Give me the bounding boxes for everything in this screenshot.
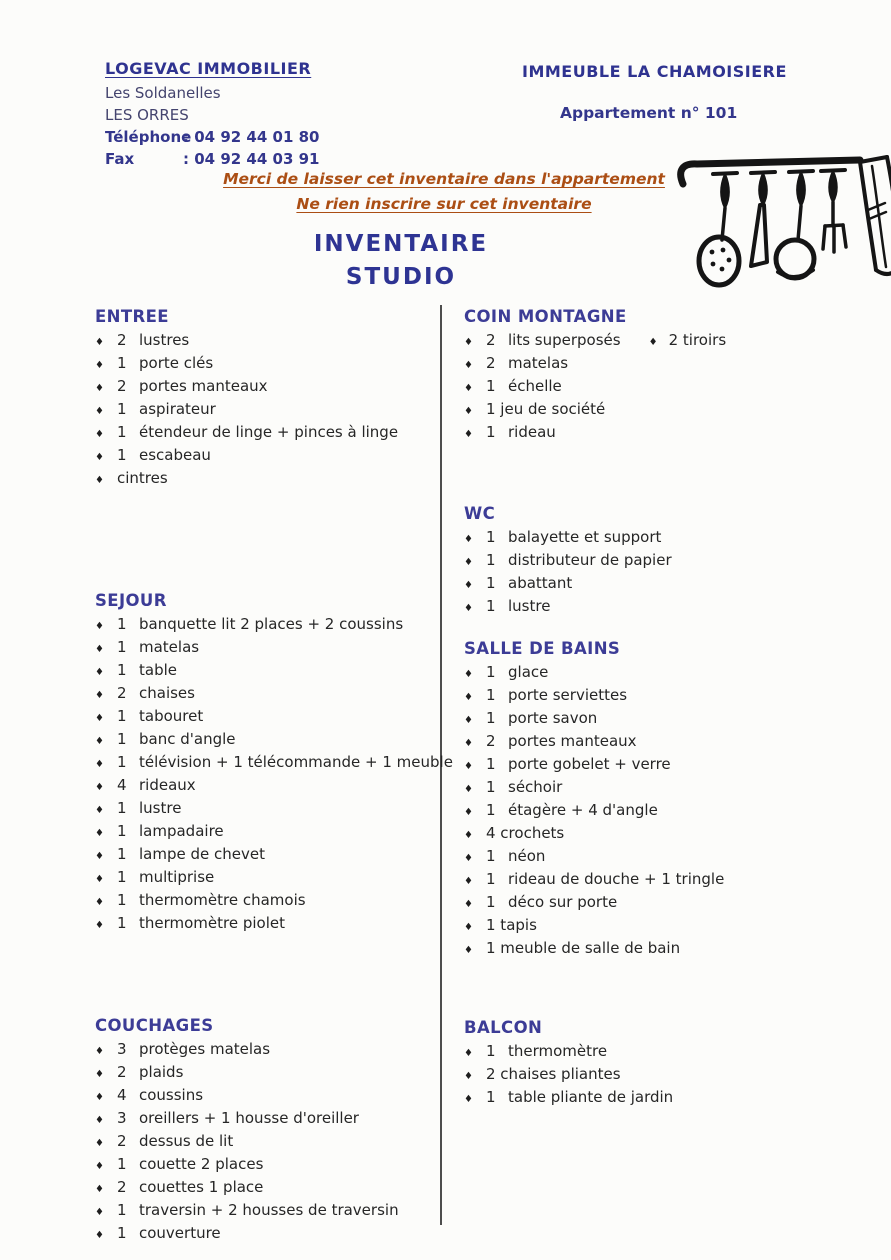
section-coin-montagne — [464, 306, 874, 445]
bullet-icon: ♦ — [464, 534, 473, 545]
title-line1: INVENTAIRE — [313, 231, 489, 257]
item-text: 1 tapis — [486, 916, 537, 934]
item-text: étagère + 4 d'angle — [508, 801, 658, 819]
item-qty: 1 — [486, 663, 496, 681]
bullet-icon: ♦ — [464, 945, 473, 956]
fax-value: : 04 92 44 03 91 — [183, 150, 320, 168]
inventory-item — [95, 637, 435, 660]
bullet-icon: ♦ — [464, 406, 473, 417]
inventory-item — [95, 1154, 435, 1177]
item-text: portes manteaux — [139, 377, 268, 395]
item-qty: 4 — [117, 1086, 127, 1104]
bullet-icon: ♦ — [95, 828, 104, 839]
bullet-icon: ♦ — [464, 876, 473, 887]
section-title-coin-montagne: COIN MONTAGNE — [464, 307, 627, 326]
bullet-icon: ♦ — [95, 337, 104, 348]
bullet-icon: ♦ — [464, 360, 473, 371]
fax-label: Fax — [105, 150, 135, 168]
bullet-icon: ♦ — [464, 830, 473, 841]
item-qty: 4 — [117, 776, 127, 794]
item-text: déco sur porte — [508, 893, 618, 911]
section-sejour — [95, 590, 453, 936]
item-qty: 1 — [117, 868, 127, 886]
phone-value: : 04 92 44 01 80 — [183, 128, 320, 146]
inventory-item — [95, 729, 435, 752]
inventory-item — [464, 330, 874, 353]
item-qty: 2 — [486, 732, 496, 750]
item-qty: 1 — [117, 799, 127, 817]
bullet-icon: ♦ — [464, 761, 473, 772]
bullet-icon: ♦ — [95, 452, 104, 463]
item-qty: 1 — [117, 423, 127, 441]
item-qty: 1 — [117, 891, 127, 909]
inventory-item — [95, 706, 435, 729]
apartment-number: Appartement n° 101 — [560, 104, 738, 122]
agency-address-line2: LES ORRES — [105, 106, 189, 124]
item-text: séchoir — [508, 778, 563, 796]
item-text: traversin + 2 housses de traversin — [139, 1201, 399, 1219]
bullet-icon: ♦ — [464, 383, 473, 394]
item-text: lustre — [508, 597, 551, 615]
inventory-item — [95, 1039, 435, 1062]
bullet-icon: ♦ — [95, 1115, 104, 1126]
item-qty: 1 — [486, 597, 496, 615]
item-text: 1 meuble de salle de bain — [486, 939, 681, 957]
item-text: oreillers + 1 housse d'oreiller — [139, 1109, 359, 1127]
inventory-item — [464, 527, 874, 550]
bullet-icon: ♦ — [95, 1046, 104, 1057]
item-text: couettes 1 place — [139, 1178, 264, 1196]
item-qty: 1 — [486, 1042, 496, 1060]
bullet-icon: ♦ — [464, 922, 473, 933]
title-line2: STUDIO — [345, 264, 457, 290]
bullet-icon: ♦ — [95, 383, 104, 394]
item-text: télévision + 1 télécommande + 1 meuble — [139, 753, 453, 771]
item-qty: 1 — [117, 446, 127, 464]
item-qty: 1 — [117, 400, 127, 418]
item-qty: 1 — [486, 893, 496, 911]
item-text: table — [139, 661, 177, 679]
bullet-icon: ♦ — [95, 429, 104, 440]
item-text: porte clés — [139, 354, 214, 372]
item-text: rideau de douche + 1 tringle — [508, 870, 725, 888]
section-title-couchages: COUCHAGES — [95, 1016, 214, 1035]
item-text: rideau — [508, 423, 556, 441]
inventory-item — [95, 445, 435, 468]
item-qty: 2 — [117, 331, 127, 349]
section-title-wc: WC — [464, 504, 496, 523]
inventory-item — [464, 376, 874, 399]
section-couchages — [95, 1015, 435, 1246]
item-text: tabouret — [139, 707, 204, 725]
inventory-item — [464, 399, 874, 422]
inventory-item — [95, 1108, 435, 1131]
inventory-item — [95, 775, 435, 798]
item-qty: 1 — [117, 845, 127, 863]
inventory-item — [464, 596, 874, 619]
item-qty: 1 — [486, 686, 496, 704]
bullet-icon: ♦ — [95, 920, 104, 931]
inventory-item — [464, 754, 874, 777]
inventory-item — [95, 867, 435, 890]
bullet-icon: ♦ — [95, 736, 104, 747]
item-text: dessus de lit — [139, 1132, 234, 1150]
item-text: escabeau — [139, 446, 211, 464]
bullet-icon: ♦ — [464, 807, 473, 818]
inventory-item — [464, 353, 874, 376]
inventory-item — [95, 660, 435, 683]
inventory-item — [95, 468, 435, 491]
item-qty: 2 — [117, 377, 127, 395]
item-text: rideaux — [139, 776, 196, 794]
item-qty: 1 — [486, 528, 496, 546]
inventory-item — [95, 844, 435, 867]
bullet-icon: ♦ — [95, 667, 104, 678]
item-qty: 1 — [117, 753, 127, 771]
section-salle-de-bains — [464, 638, 874, 961]
bullet-icon: ♦ — [464, 669, 473, 680]
item-text: porte serviettes — [508, 686, 628, 704]
bullet-icon: ♦ — [464, 337, 473, 348]
item-text: thermomètre piolet — [139, 914, 286, 932]
item-text: balayette et support — [508, 528, 662, 546]
item-qty: 1 — [117, 707, 127, 725]
bullet-icon: ♦ — [464, 784, 473, 795]
bullet-icon: ♦ — [95, 644, 104, 655]
item-text: porte gobelet + verre — [508, 755, 671, 773]
item-text: matelas — [508, 354, 569, 372]
item-text: plaids — [139, 1063, 184, 1081]
item-text: 2 tiroirs — [668, 331, 727, 349]
bullet-icon: ♦ — [464, 557, 473, 568]
notice-line2: Ne rien inscrire sur cet inventaire — [296, 195, 592, 213]
notice-line1: Merci de laisser cet inventaire dans l'appartement — [223, 170, 665, 188]
inventory-item — [95, 1062, 435, 1085]
bullet-icon: ♦ — [95, 1161, 104, 1172]
bullet-icon: ♦ — [95, 805, 104, 816]
item-text: abattant — [508, 574, 573, 592]
inventory-item — [464, 823, 874, 846]
item-text: lampadaire — [139, 822, 224, 840]
inventory-item — [464, 1041, 874, 1064]
bullet-icon: ♦ — [95, 1230, 104, 1241]
item-text: protèges matelas — [139, 1040, 271, 1058]
item-text: thermomètre chamois — [139, 891, 306, 909]
inventory-item — [464, 800, 874, 823]
item-qty: 1 — [486, 423, 496, 441]
item-text: distributeur de papier — [508, 551, 672, 569]
bullet-icon: ♦ — [95, 1207, 104, 1218]
inventory-item — [464, 846, 874, 869]
item-text: couverture — [139, 1224, 221, 1242]
inventory-item — [95, 798, 435, 821]
item-text: banquette lit 2 places + 2 coussins — [139, 615, 404, 633]
bullet-icon: ♦ — [95, 1092, 104, 1103]
inventory-item — [464, 869, 874, 892]
bullet-icon: ♦ — [95, 621, 104, 632]
inventory-item — [464, 708, 874, 731]
item-qty: 1 — [486, 377, 496, 395]
item-text: portes manteaux — [508, 732, 637, 750]
item-qty: 3 — [117, 1109, 127, 1127]
bullet-icon: ♦ — [95, 897, 104, 908]
inventory-item — [464, 550, 874, 573]
bullet-icon: ♦ — [95, 1138, 104, 1149]
item-qty: 2 — [117, 1178, 127, 1196]
item-text: table pliante de jardin — [508, 1088, 674, 1106]
item-qty: 1 — [117, 730, 127, 748]
item-text: échelle — [508, 377, 562, 395]
section-wc — [464, 503, 874, 619]
item-qty: 1 — [117, 354, 127, 372]
inventory-item — [464, 731, 874, 754]
bullet-icon: ♦ — [95, 360, 104, 371]
item-text: coussins — [139, 1086, 204, 1104]
item-text: lustres — [139, 331, 190, 349]
item-qty: 1 — [486, 801, 496, 819]
agency-phone-line — [105, 126, 319, 148]
inventory-item — [95, 1177, 435, 1200]
item-text: multiprise — [139, 868, 215, 886]
item-qty: 1 — [486, 778, 496, 796]
inventory-item — [464, 662, 874, 685]
inventory-item — [95, 1131, 435, 1154]
inventory-column-right — [464, 306, 874, 1110]
inventory-item — [464, 573, 874, 596]
bullet-icon: ♦ — [464, 853, 473, 864]
item-qty: 1 — [486, 574, 496, 592]
inventory-item — [95, 913, 435, 936]
item-text: 4 crochets — [486, 824, 565, 842]
item-text: lampe de chevet — [139, 845, 265, 863]
bullet-icon: ♦ — [464, 1071, 473, 1082]
inventory-item — [464, 777, 874, 800]
bullet-icon: ♦ — [464, 1048, 473, 1059]
inventory-item — [464, 892, 874, 915]
inventory-item — [95, 1223, 435, 1246]
item-qty: 1 — [117, 914, 127, 932]
item-qty: 3 — [117, 1040, 127, 1058]
inventory-item — [95, 330, 435, 353]
inventory-item — [95, 752, 453, 775]
agency-address-line1: Les Soldanelles — [105, 84, 221, 102]
utensils-rack-icon — [663, 148, 891, 293]
item-text: matelas — [139, 638, 200, 656]
item-text: lits superposés — [508, 331, 621, 349]
item-qty: 1 — [486, 551, 496, 569]
phone-label: Téléphone — [105, 128, 192, 146]
bullet-icon: ♦ — [464, 738, 473, 749]
bullet-icon: ♦ — [464, 429, 473, 440]
item-qty: 1 — [486, 870, 496, 888]
item-text: chaises — [139, 684, 195, 702]
inventory-item — [95, 1200, 435, 1223]
item-text: banc d'angle — [139, 730, 236, 748]
item-qty: 2 — [117, 1132, 127, 1150]
item-text: 2 chaises pliantes — [486, 1065, 621, 1083]
bullet-icon: ♦ — [95, 851, 104, 862]
item-qty: 1 — [117, 1201, 127, 1219]
section-title-balcon: BALCON — [464, 1018, 543, 1037]
item-qty: 2 — [486, 354, 496, 372]
item-qty: 2 — [117, 684, 127, 702]
bullet-icon: ♦ — [464, 692, 473, 703]
inventory-item — [464, 685, 874, 708]
bullet-icon: ♦ — [95, 1184, 104, 1195]
item-text: porte savon — [508, 709, 598, 727]
item-text: thermomètre — [508, 1042, 608, 1060]
section-title-entree: ENTREE — [95, 307, 169, 326]
bullet-icon: ♦ — [464, 580, 473, 591]
item-text: glace — [508, 663, 549, 681]
inventory-item — [95, 422, 435, 445]
inventory-item — [464, 1087, 874, 1110]
item-qty: 1 — [486, 847, 496, 865]
inventory-item — [95, 353, 435, 376]
inventory-item — [95, 821, 435, 844]
inventory-item — [464, 938, 874, 961]
bullet-icon: ♦ — [95, 475, 104, 486]
inventory-item — [464, 422, 874, 445]
item-text: couette 2 places — [139, 1155, 264, 1173]
inventory-item — [95, 376, 435, 399]
item-text: néon — [508, 847, 546, 865]
section-title-salle-de-bains: SALLE DE BAINS — [464, 639, 621, 658]
item-text: cintres — [117, 469, 168, 487]
item-qty: 1 — [117, 661, 127, 679]
bullet-icon: ♦ — [464, 715, 473, 726]
item-qty: 2 — [117, 1063, 127, 1081]
bullet-icon: ♦ — [95, 759, 104, 770]
item-text: aspirateur — [139, 400, 216, 418]
agency-block — [105, 58, 319, 170]
agency-name: LOGEVAC IMMOBILIER — [105, 59, 312, 78]
inventory-item — [464, 1064, 874, 1087]
bullet-icon: ♦ — [95, 1069, 104, 1080]
inventory-item — [95, 1085, 435, 1108]
item-text: 1 jeu de société — [486, 400, 606, 418]
inventory-item — [95, 614, 435, 637]
inventory-item — [464, 915, 874, 938]
inventory-item — [95, 890, 435, 913]
section-title-sejour: SEJOUR — [95, 591, 167, 610]
item-qty: 1 — [117, 615, 127, 633]
bullet-icon: ♦ — [464, 603, 473, 614]
bullet-icon: ♦ — [464, 899, 473, 910]
item-text: étendeur de linge + pinces à linge — [139, 423, 399, 441]
item-qty: 1 — [486, 755, 496, 773]
section-balcon — [464, 1017, 874, 1110]
section-entree — [95, 306, 435, 491]
inventory-column-left — [95, 306, 453, 1246]
item-qty: 1 — [117, 638, 127, 656]
item-qty: 1 — [117, 1155, 127, 1173]
item-qty: 1 — [486, 1088, 496, 1106]
bullet-icon: ♦ — [648, 337, 658, 348]
item-qty: 1 — [117, 1224, 127, 1242]
bullet-icon: ♦ — [95, 713, 104, 724]
bullet-icon: ♦ — [95, 406, 104, 417]
kitchen-utensils-illustration — [663, 148, 891, 297]
item-text: lustre — [139, 799, 182, 817]
inventory-item — [95, 683, 435, 706]
bullet-icon: ♦ — [464, 1094, 473, 1105]
bullet-icon: ♦ — [95, 690, 104, 701]
item-qty: 2 — [486, 331, 496, 349]
inventory-item — [95, 399, 435, 422]
building-name: IMMEUBLE LA CHAMOISIERE — [522, 62, 787, 81]
item-qty: 1 — [117, 822, 127, 840]
bullet-icon: ♦ — [95, 782, 104, 793]
bullet-icon: ♦ — [95, 874, 104, 885]
item-qty: 1 — [486, 709, 496, 727]
